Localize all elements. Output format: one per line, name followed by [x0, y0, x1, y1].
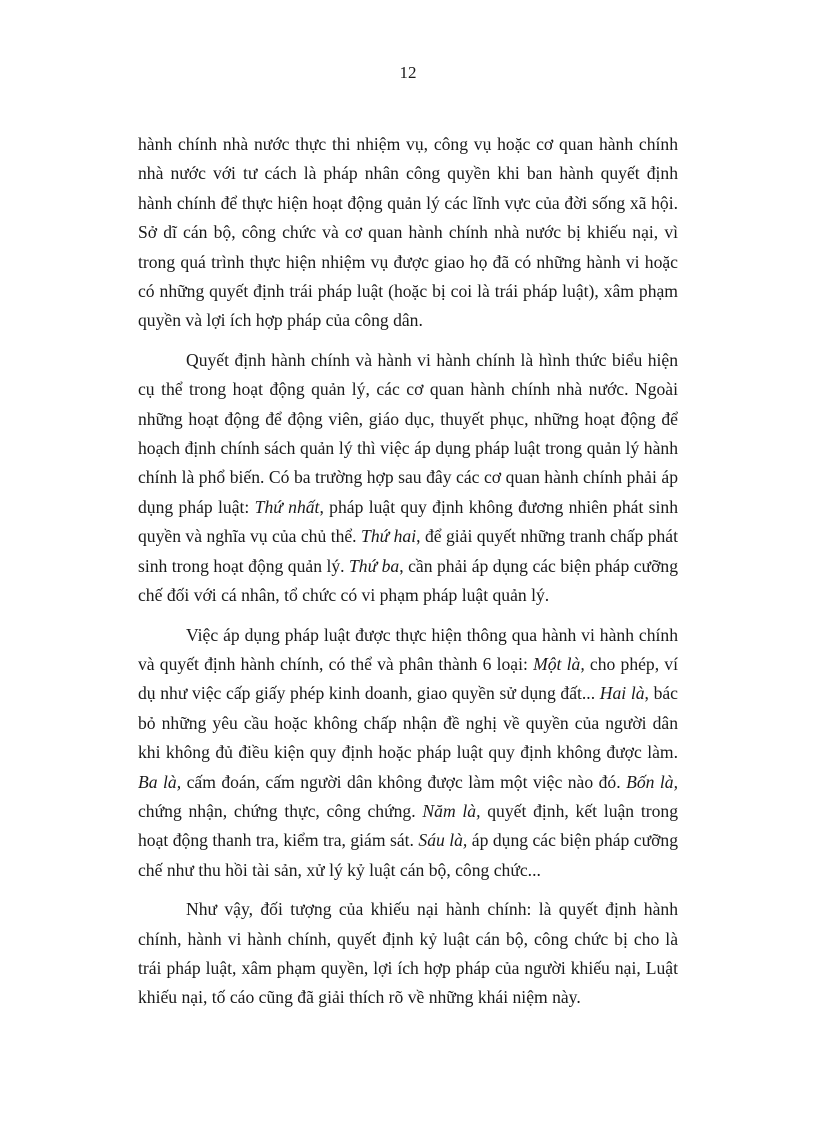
italic-term: Sáu là, [418, 830, 468, 851]
paragraph-text: , pháp luật quy định không đương nhiên phát sinh quyền và nghĩa vụ của chủ thể. [138, 496, 678, 547]
paragraph-text: hành chính nhà nước thực thi nhiệm vụ, công vụ hoặc cơ quan hành chính nhà nước với tư cách là pháp nhân công quyền khi ban hành quyết định hành chính để thực hiện hoạt động quản lý các lĩnh vực của đời sống xã hội. Sở dĩ cán bộ, công chức và cơ quan hành chính nhà nước bị khiếu nại, vì trong quá trình thực hiện nhiệm vụ được giao họ đã có những hành vi hoặc có những quyết định trái pháp luật (hoặc bị coi là trái pháp luật), xâm phạm quyền và lợi ích hợp pháp của công dân. [138, 134, 678, 331]
italic-term: Một là, [533, 653, 585, 674]
paragraph-3 [138, 621, 678, 886]
italic-term: Hai là [599, 683, 645, 704]
paragraph-text: áp dụng các biện pháp cưỡng chế như thu hồi tài sản, xử lý kỷ luật cán bộ, công chức... [138, 830, 679, 880]
paragraph-text: , bác bỏ những yêu cầu hoặc không chấp nhận đề nghị về quyền của người dân khi không đủ điều kiện quy định hoặc pháp luật quy định không được làm. [138, 683, 678, 763]
page-number: 12 [399, 63, 417, 82]
paragraph-text: cho phép, ví dụ như việc cấp giấy phép kinh doanh, giao quyền sử dụng đất... [138, 653, 678, 704]
paragraph-text: Quyết định hành chính và hành vi hành chính là hình thức biểu hiện cụ thể trong hoạt động quản lý, các cơ quan hành chính nhà nước. Ngoài những hoạt động để động viên, giáo dục, thuyết phục, những hoạt động để hoạch định chính sách quản lý thì việc áp dụng pháp luật trong quản lý hành chính là phổ biến. Có ba trường hợp sau đây các cơ quan hành chính phải áp dụng pháp luật: [138, 349, 678, 517]
paragraph-text: chứng nhận, chứng thực, công chứng. [138, 800, 423, 821]
italic-term: Thứ nhất [254, 496, 320, 517]
paragraph-text: , để giải quyết những tranh chấp phát sinh trong hoạt động quản lý. [138, 526, 678, 576]
paragraph-text: , cần phải áp dụng các biện pháp cưỡng chế đối với cá nhân, tổ chức có vi phạm pháp luật quản lý. [138, 555, 678, 606]
paragraph-2 [138, 346, 678, 611]
paragraph-text: cấm đoán, cấm người dân không được làm một việc nào đó. [181, 771, 627, 792]
paragraph-text: quyết định, kết luận trong hoạt động thanh tra, kiểm tra, giám sát. [138, 800, 678, 851]
paragraph-text: Việc áp dụng pháp luật được thực hiện thông qua hành vi hành chính và quyết định hành chính, có thể và phân thành 6 loại: [138, 624, 678, 674]
body-text [138, 130, 678, 1023]
paragraph-4 [138, 895, 678, 1013]
paragraph-1 [138, 130, 678, 336]
italic-term: Năm là, [422, 800, 481, 821]
italic-term: Ba là, [138, 771, 182, 792]
italic-term: Bốn là, [626, 771, 678, 792]
paragraph-text: Như vậy, đối tượng của khiếu nại hành chính: là quyết định hành chính, hành vi hành chính, quyết định kỷ luật cán bộ, công chức bị cho là trái pháp luật, xâm phạm quyền, lợi ích hợp pháp của người khiếu nại, Luật khiếu nại, tố cáo cũng đã giải thích rõ về những khái niệm này. [138, 899, 678, 1008]
italic-term: Thứ hai [361, 526, 417, 547]
italic-term: Thứ ba [349, 555, 400, 576]
